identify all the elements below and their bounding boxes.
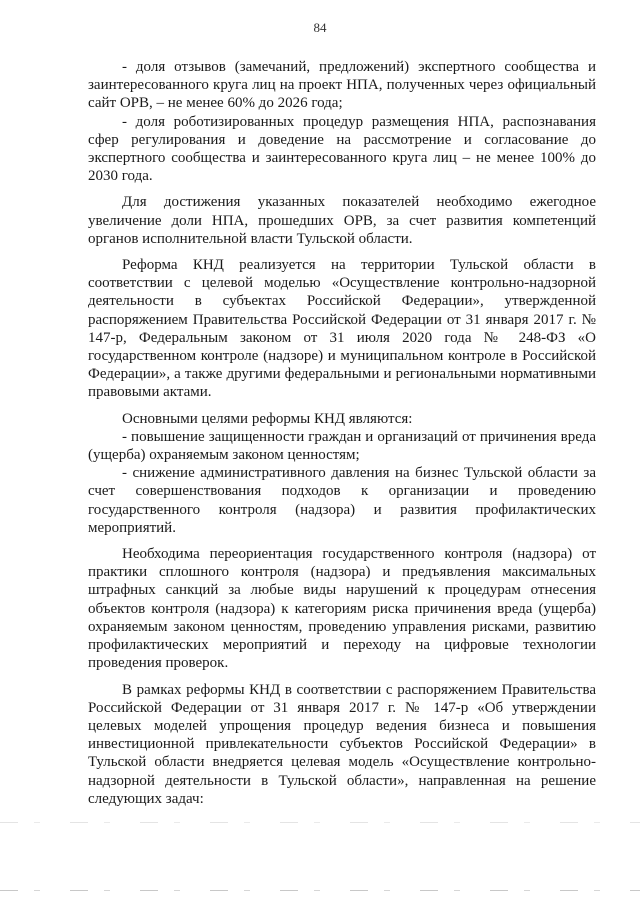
page-number: 84	[313, 20, 327, 35]
paragraph-target-model: В рамках реформы КНД в соответствии с распоряжением Правительства Российской Федерации от 31 января 2017 г. № 147-р «Об утверждении целевых моделей упрощения процедур ведения бизнеса и повышения инвестиционной привлекательности субъектов Российской Федерации» в Тульской области внедряется целевая модель «Осуществление контрольно-надзорной деятельности в Тульской области», направленная на решение следующих задач:	[88, 681, 596, 807]
paragraph-annual-increase: Для достижения указанных показателей необходимо ежегодное увеличение доли НПА, прошедших ОРВ, за счет развития компетенций органов исполнительной власти Тульской области.	[88, 194, 596, 247]
paragraph-robotized-share: - доля роботизированных процедур размещения НПА, распознавания сфер регулирования и доведение на рассмотрение и согласование до экспертного сообщества и заинтересованного круга лиц – не менее 100% до 2030 года.	[88, 113, 596, 185]
paragraph-reviews-share: - доля отзывов (замечаний, предложений) экспертного сообщества и заинтересованного круга лиц на проект НПА, полученных через официальный сайт ОРВ, – не менее 60% до 2026 года;	[88, 59, 596, 112]
paragraph-main-goals: Основными целями реформы КНД являются:	[122, 410, 413, 427]
document-body	[88, 58, 596, 808]
scan-artifact-line	[0, 822, 640, 823]
scan-artifact-line	[0, 890, 640, 891]
paragraph-goal-protection: - повышение защищенности граждан и организаций от причинения вреда (ущерба) охраняемым законом ценностям;	[88, 428, 596, 464]
paragraph-reorientation: Необходима переориентация государственного контроля (надзора) от практики сплошного контроля (надзора) и предъявления максимальных штрафных санкций за любые виды нарушений к процедурам отнесения объектов контроля (надзора) к категориям риска причинения вреда (ущерба) охраняемым законом ценностям, проведению управления рисками, развитию профилактических мероприятий и переходу на цифровые технологии проведения проверок.	[88, 546, 596, 672]
paragraph-goal-pressure: - снижение административного давления на бизнес Тульской области за счет совершенствования подходов к организации и проведению государственного контроля (надзора) и развития профилактических мероприятий.	[88, 465, 596, 536]
paragraph-knd-reform: Реформа КНД реализуется на территории Тульской области в соответствии с целевой моделью «Осуществление контрольно-надзорной деятельности в субъектах Российской Федерации», утвержденной распоряжением Правительства Российской Федерации от 31 января 2017 г. № 147-р, Федеральным законом от 31 июля 2020 года № 248-ФЗ «О государственном контроле (надзоре) и муниципальном контроле в Российской Федерации», а также другими федеральными и региональными нормативными правовыми актами.	[88, 257, 596, 401]
